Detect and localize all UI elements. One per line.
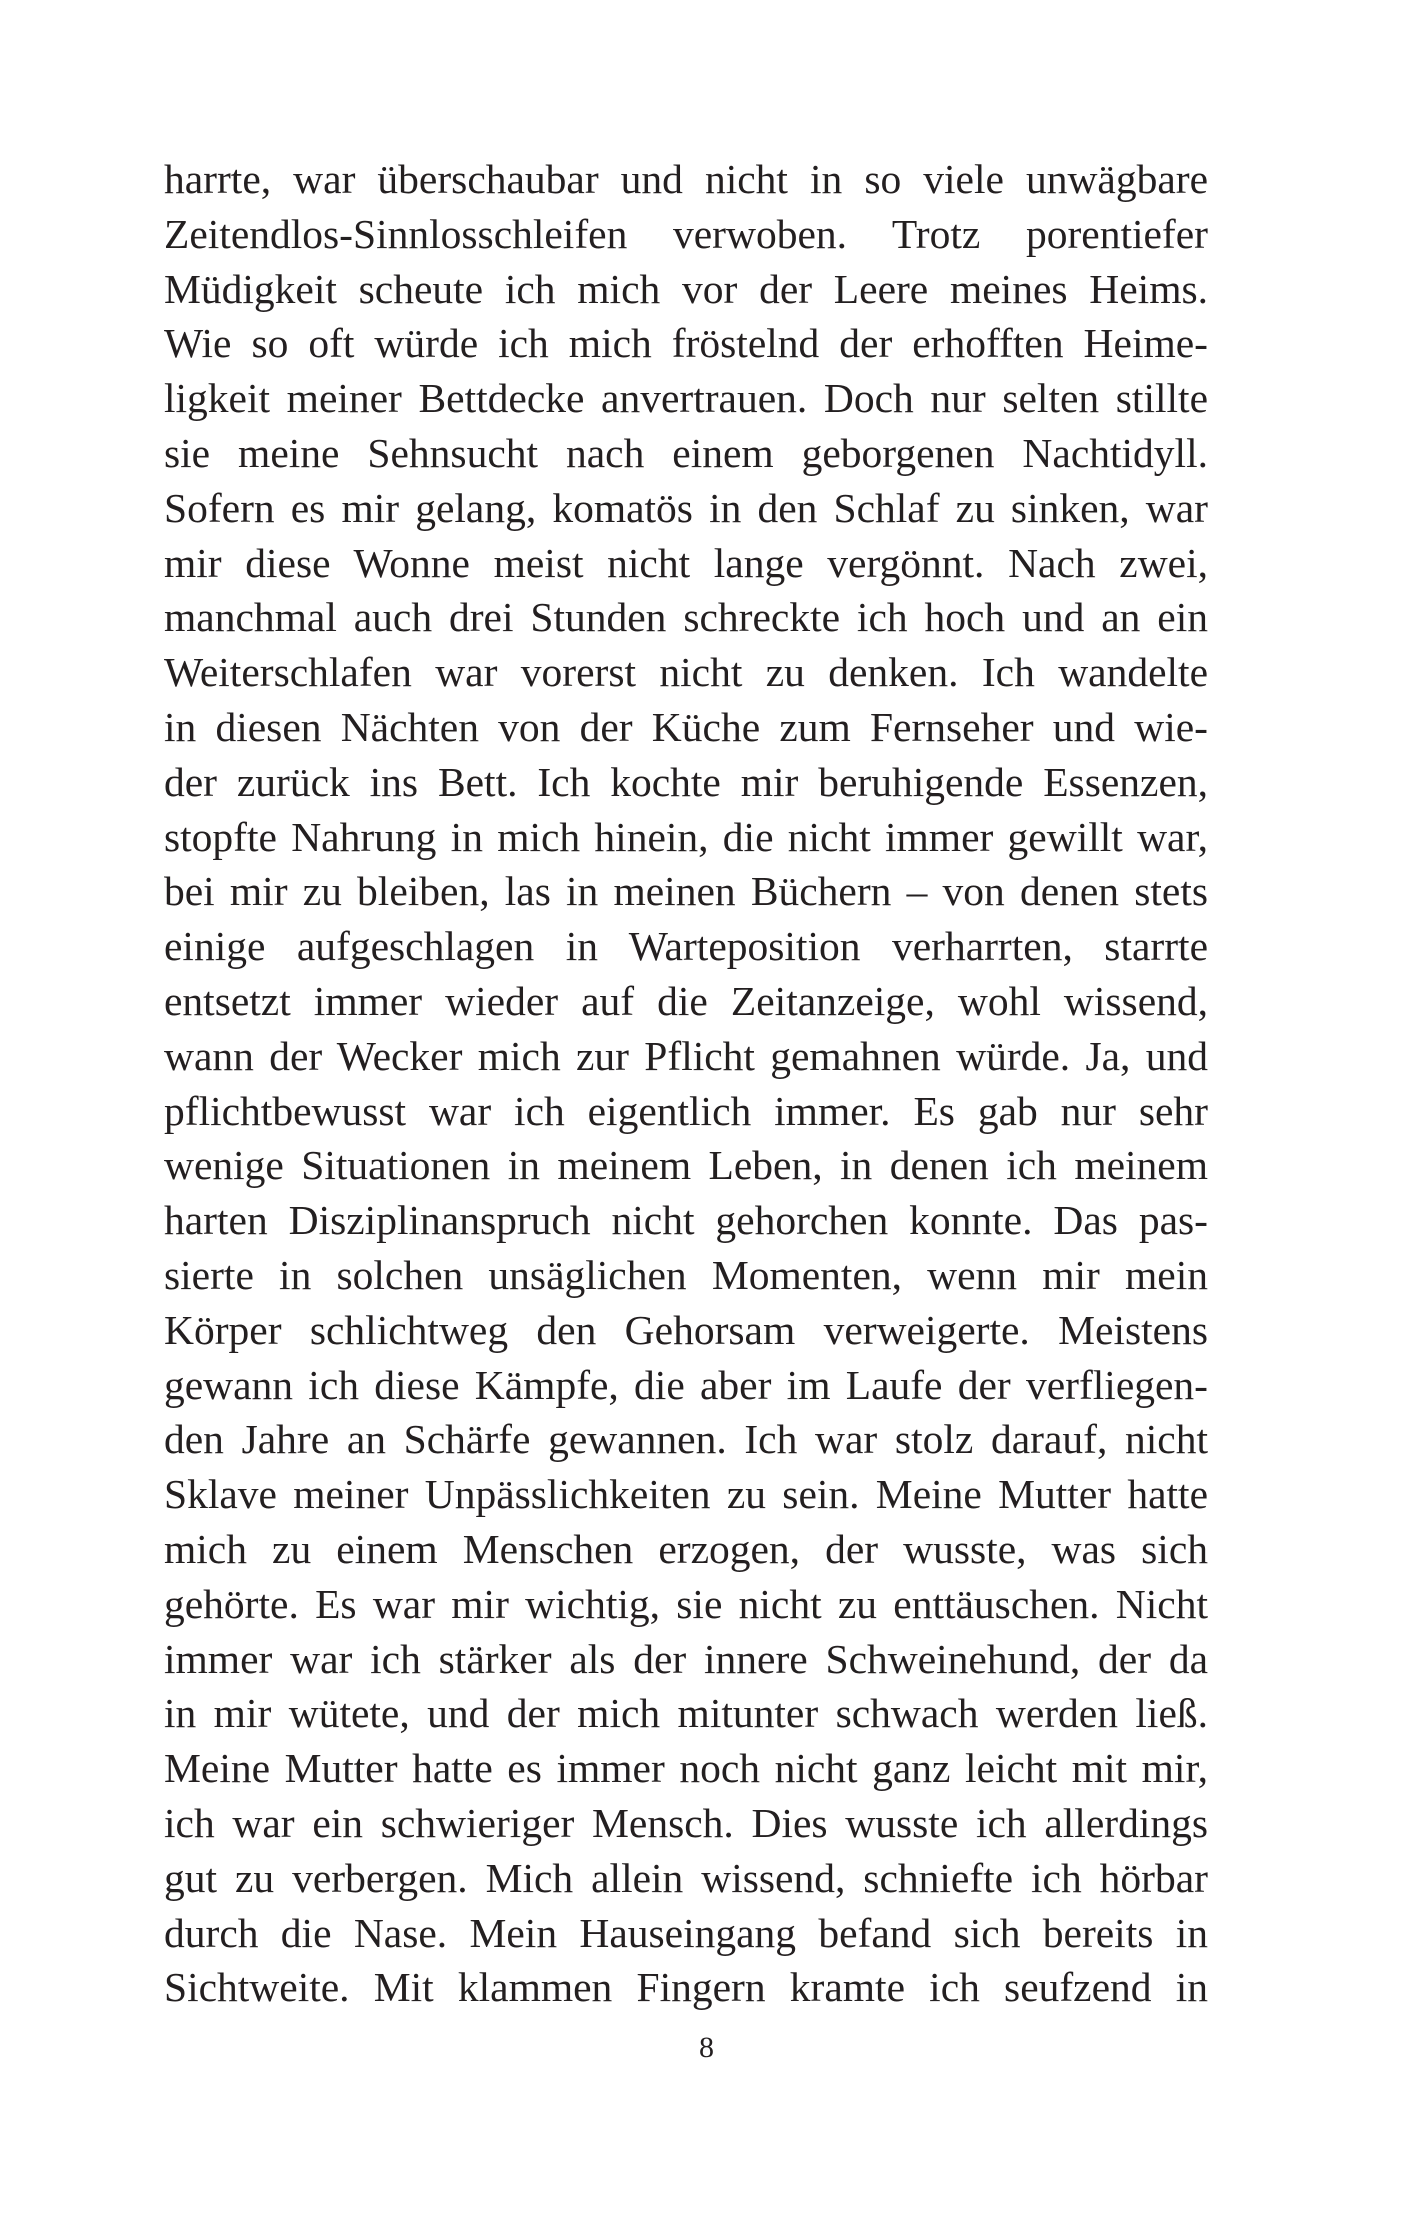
text-line-12: der zurück ins Bett. Ich kochte mir beruhigende Essenzen, [164,758,1208,805]
text-line-17: wann der Wecker mich zur Pflicht gemahnen würde. Ja, und [164,1032,1208,1079]
text-line-9: manchmal auch drei Stunden schreckte ich hoch und an ein [164,594,1208,641]
text-line-6: sie meine Sehnsucht nach einem geborgenen Nachtidyll. [164,429,1208,476]
text-line-5: ligkeit meiner Bettdecke anvertrauen. Doch nur selten stillte [164,375,1208,422]
text-line-27: gehörte. Es war mir wichtig, sie nicht zu enttäuschen. Nicht [164,1580,1208,1627]
text-line-3: Müdigkeit scheute ich mich vor der Leere meines Heims. [164,265,1208,312]
text-line-19: wenige Situationen in meinem Leben, in denen ich meinem [164,1142,1208,1189]
text-line-32: gut zu verbergen. Mich allein wissend, schniefte ich hörbar [164,1854,1208,1901]
text-line-24: den Jahre an Schärfe gewannen. Ich war stolz darauf, nicht [164,1416,1208,1463]
page-number: 8 [699,2031,714,2064]
text-line-25: Sklave meiner Unpässlichkeiten zu sein. Meine Mutter hatte [164,1471,1208,1518]
text-line-15: einige aufgeschlagen in Warteposition verharrten, starrte [164,923,1208,970]
text-line-18: pflichtbewusst war ich eigentlich immer. Es gab nur sehr [164,1087,1208,1134]
text-line-13: stopfte Nahrung in mich hinein, die nicht immer gewillt war, [164,813,1208,860]
text-line-4: Wie so oft würde ich mich fröstelnd der erhofften Heime- [164,320,1208,367]
text-line-26: mich zu einem Menschen erzogen, der wusste, was sich [164,1525,1208,1572]
text-line-20: harten Disziplinanspruch nicht gehorchen konnte. Das pas- [164,1197,1208,1244]
text-line-1: harrte, war überschaubar und nicht in so viele unwägbare [164,156,1208,202]
text-line-33: durch die Nase. Mein Hauseingang befand sich bereits in [164,1909,1208,1956]
text-line-8: mir diese Wonne meist nicht lange vergönnt. Nach zwei, [164,539,1208,586]
text-line-31: ich war ein schwieriger Mensch. Dies wusste ich allerdings [164,1799,1208,1846]
text-line-29: in mir wütete, und der mich mitunter schwach werden ließ. [164,1690,1208,1737]
text-line-30: Meine Mutter hatte es immer noch nicht ganz leicht mit mir, [164,1745,1208,1792]
text-line-28: immer war ich stärker als der innere Schweinehund, der da [164,1635,1208,1682]
text-line-23: gewann ich diese Kämpfe, die aber im Laufe der verfliegen- [164,1361,1208,1408]
text-line-10: Weiterschlafen war vorerst nicht zu denken. Ich wandelte [164,649,1208,696]
text-line-2: Zeitendlos-Sinnlosschleifen verwoben. Trotz porentiefer [164,210,1208,257]
text-line-14: bei mir zu bleiben, las in meinen Büchern – von denen stets [164,868,1208,915]
text-line-34: Sichtweite. Mit klammen Fingern kramte ich seufzend in [164,1964,1208,2011]
body-text [164,152,1208,2015]
text-line-16: entsetzt immer wieder auf die Zeitanzeige, wohl wissend, [164,977,1208,1024]
text-line-22: Körper schlichtweg den Gehorsam verweigerte. Meistens [164,1306,1208,1353]
text-line-11: in diesen Nächten von der Küche zum Fernseher und wie- [164,703,1208,750]
text-line-7: Sofern es mir gelang, komatös in den Schlaf zu sinken, war [164,484,1208,531]
text-line-21: sierte in solchen unsäglichen Momenten, wenn mir mein [164,1251,1208,1298]
